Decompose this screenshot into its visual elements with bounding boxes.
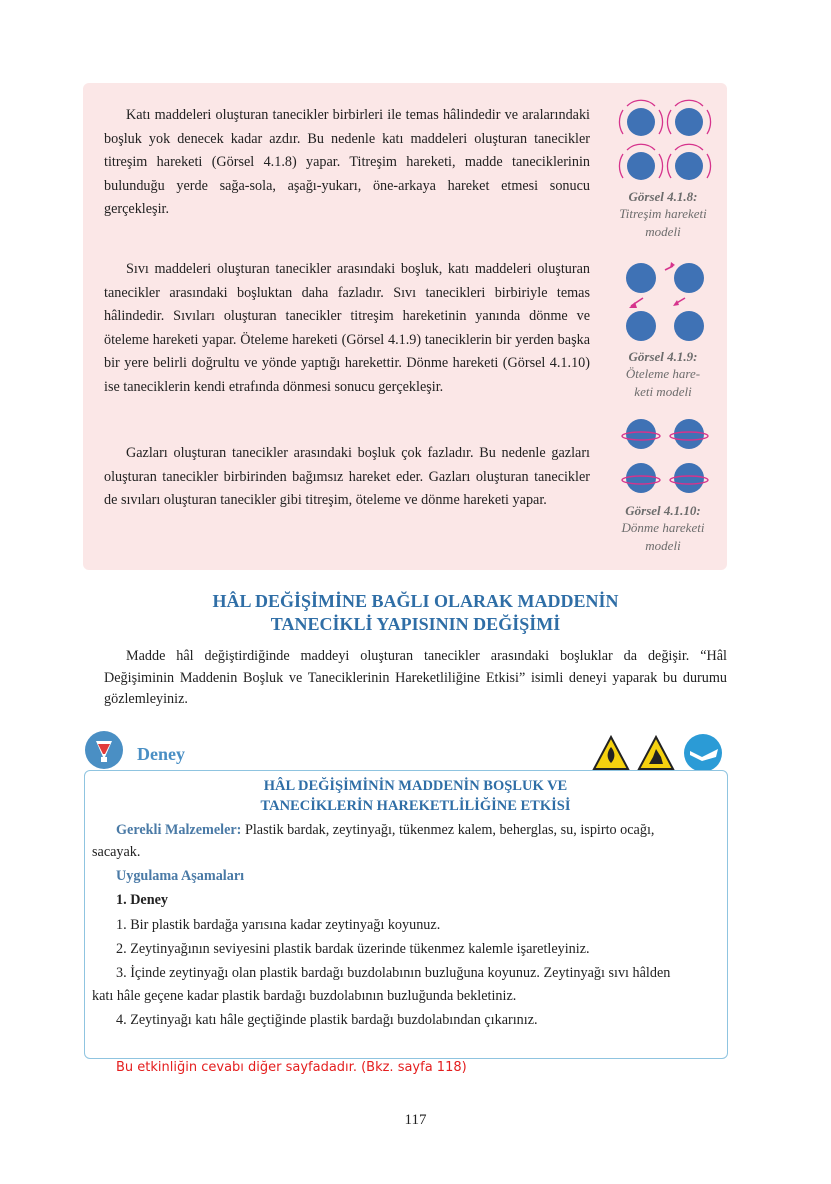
figure-caption-title: Görsel 4.1.9:: [628, 349, 698, 364]
intro-paragraph-2: Sıvı maddeleri oluşturan tanecikler arasındaki boşluk, katı maddeleri oluşturan tanecikler arasındaki boşluktan daha fazladır. Sıvı tanecikleri birbiriyle temas hâlindedir. Sıvıları oluşturan tanecikler titreşim hareketinin yanında dönme ve öteleme hareketi yapar. Öteleme hareketi (Görsel 4.1.9) taneciklerin bir yerden başka bir yere belirli doğrultu ve yönde yaptığı harekettir. Dönme hareketi (Görsel 4.1.10) ise taneciklerin kendi etrafında dönmesi sonucu gerçekleşir.: [104, 261, 590, 395]
figure-caption-line: Titreşim hareketi: [619, 206, 707, 221]
deney-flask-icon: [84, 730, 124, 770]
materials-line: Gerekli Malzemeler: Plastik bardak, zeytinyağı, tükenmez kalem, beherglas, su, ispirto ocağı,: [116, 822, 655, 838]
figure-caption-title: Görsel 4.1.8:: [628, 189, 698, 204]
section-title-line-1: HÂL DEĞİŞİMİNE BAĞLI OLARAK MADDENİN: [212, 591, 619, 611]
vibration-model-icon: [613, 96, 713, 188]
flammable-warning-icon: [592, 735, 630, 771]
step-3: 3. İçinde zeytinyağı olan plastik bardağı buzdolabının buzluğuna koyunuz. Zeytinyağı sıvı hâlden: [116, 965, 671, 981]
answer-note: Bu etkinliğin cevabı diğer sayfadadır. (Bkz. sayfa 118): [116, 1060, 467, 1075]
step-2: 2. Zeytinyağının seviyesini plastik bardak üzerinde tükenmez kalemle işaretleyiniz.: [116, 941, 590, 957]
materials-continued: sacayak.: [92, 844, 141, 860]
figure-caption-line: Dönme hareketi: [621, 520, 705, 535]
steps-label: Uygulama Aşamaları: [116, 868, 245, 884]
rotation-model-icon: [613, 414, 713, 502]
deney-title-line-2: TANECİKLERİN HAREKETLİLİĞİNE ETKİSİ: [260, 798, 571, 814]
intro-paragraph-1: Katı maddeleri oluşturan tanecikler birbirleri ile temas hâlindedir ve aralarındaki boşluk yok denecek kadar azdır. Bu nedenle katı maddeleri oluşturan tanecikler titreşim hareketi (Görsel 4.1.8) yapar. Titreşim hareketi, madde taneciklerinin bulunduğu yerde sağa-sola, aşağı-yukarı, öne-arkaya hareket etmesi sonucu gerçekleşir.: [104, 107, 590, 218]
figure-vibration: [608, 96, 718, 241]
section-title-line-2: TANECİKLİ YAPISININ DEĞİŞİMİ: [270, 614, 561, 634]
fire-hazard-warning-icon: [637, 735, 675, 771]
translation-model-icon: [613, 258, 713, 348]
step-4: 4. Zeytinyağı katı hâle geçtiğinde plastik bardağı buzdolabından çıkarınız.: [116, 1012, 538, 1028]
figure-caption-title: Görsel 4.1.10:: [625, 503, 701, 518]
section-body: Madde hâl değiştirdiğinde maddeyi oluşturan tanecikler arasındaki boşluklar da değişir. “Hâl Değişiminin Maddenin Boşluk ve Taneciklerinin Hareketliliğine Etkisi” isimli deneyi yaparak bu durumu gözlemleyiniz.: [104, 648, 727, 707]
figure-caption-line: modeli: [645, 224, 681, 239]
page-number: 117: [404, 1112, 427, 1128]
step-1: 1. Bir plastik bardağa yarısına kadar zeytinyağı koyunuz.: [116, 917, 441, 933]
figure-caption-line: Öteleme hare-: [625, 366, 701, 381]
figure-caption-line: keti modeli: [634, 384, 692, 399]
deney-title-line-1: HÂL DEĞİŞİMİNİN MADDENİN BOŞLUK VE: [263, 778, 568, 794]
figure-translation: [608, 258, 718, 401]
figure-caption-line: modeli: [645, 538, 681, 553]
experiment-label: 1. Deney: [116, 892, 169, 908]
intro-paragraph-3: Gazları oluşturan tanecikler arasındaki boşluk çok fazladır. Bu nedenle gazları oluşturan tanecikler birbirinden bağımsız hareket eder. Gazları oluşturan tanecikler de sıvıları oluşturan tanecikler gibi titreşim, öteleme ve dönme hareketi yapar.: [104, 445, 590, 509]
step-3-continued: katı hâle geçene kadar plastik bardağı buzdolabının buzluğunda bekletiniz.: [92, 988, 517, 1004]
figure-rotation: [608, 414, 718, 555]
deney-label: Deney: [137, 744, 185, 764]
goggles-icon: [682, 733, 724, 773]
materials-label: Gerekli Malzemeler:: [116, 822, 242, 838]
